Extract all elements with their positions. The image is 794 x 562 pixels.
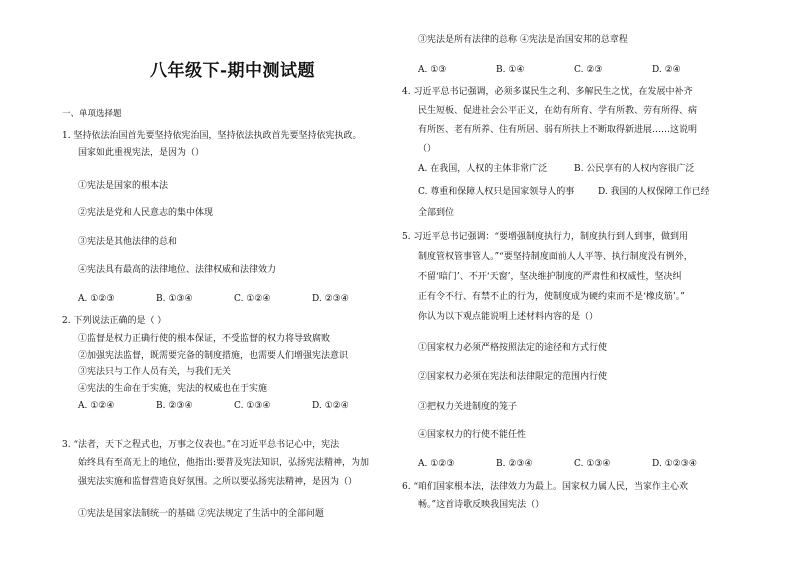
q3-option-d: D. ②④	[652, 65, 681, 75]
page-title: 八年级下-期中测试题	[150, 61, 316, 81]
q5-item-1: ①国家权力必须严格按照法定的途径和方式行使	[418, 343, 608, 353]
q4-option-c: C. 尊重和保障人权只是国家领导人的事	[418, 187, 575, 197]
q5-stem-line4: 正有令不行、有禁不止的行为，使制度成为硬约束而不是‘橡皮筋’。”	[418, 292, 685, 302]
q1-item-3: ③宪法是其他法律的总和	[78, 237, 178, 247]
q2-option-d: D. ①②④	[312, 401, 349, 411]
q4-option-a: A. 在我国，人权的主体非常广泛	[418, 164, 548, 174]
q5-item-2: ②国家权力必须在宪法和法律限定的范围内行使	[418, 372, 608, 382]
q2-option-a: A. ①②④	[78, 401, 115, 411]
q1-item-4: ④宪法具有最高的法律地位、法律权威和法律效力	[78, 265, 277, 275]
q5-item-4: ④国家权力的行使不能任性	[418, 430, 527, 440]
q3-option-b: B. ①④	[496, 65, 525, 75]
q6-stem-line2: 畅。”这首诗歌反映我国宪法（）	[418, 500, 545, 510]
q5-stem-line3: 不留‘暗门’、不开‘天窗’，坚决维护制度的严肃性和权威性，坚决纠	[418, 272, 682, 282]
q3-item-1: ①宪法是国家法制统一的基础 ②宪法规定了生活中的全部问题	[78, 509, 324, 519]
q2-item-3: ③宪法只与工作人员有关，与我们无关	[78, 367, 232, 377]
q3-stem-line3: 强宪法实施和监督营造良好氛围。之所以要弘扬宪法精神，是因为（）	[78, 477, 358, 487]
q4-option-d: D. 我国的人权保障工作已经	[598, 187, 710, 197]
q4-stem-line4: （）	[418, 144, 437, 154]
q2-option-b: B. ②③④	[156, 401, 193, 411]
section-heading: 一、单项选择题	[62, 109, 122, 119]
q3-item-2: ③宪法是所有法律的总称 ④宪法是治国安邦的总章程	[418, 35, 628, 45]
q2-stem: 2. 下列说法正确的是（ ）	[62, 316, 167, 326]
q1-stem-line1: 1. 坚持依法治国首先要坚持依宪治国，坚持依法执政首先要坚持依宪执政。	[62, 131, 362, 141]
q4-stem-line2: 民生短板、促进社会公平正义，在幼有所育、学有所教、劳有所得、病	[418, 106, 698, 116]
q5-option-c: C. ①③④	[574, 459, 611, 469]
q2-item-1: ①监督是权力正确行使的根本保证，不受监督的权力将导致腐败	[78, 334, 331, 344]
q1-stem-line2: 国家如此重视宪法，是因为（）	[78, 148, 205, 158]
q2-item-2: ②加强宪法监督，既需要完备的制度措施，也需要人们增强宪法意识	[78, 351, 349, 361]
q5-stem-line5: 你认为以下观点能说明上述材料内容的是（）	[418, 312, 599, 322]
q4-option-b: B. 公民享有的人权内容很广泛	[574, 164, 695, 174]
q5-option-a: A. ①②③	[418, 459, 455, 469]
q1-item-2: ②宪法是党和人民意志的集中体现	[78, 208, 214, 218]
q2-option-c: C. ①③④	[234, 401, 271, 411]
q3-option-a: A. ①③	[418, 65, 447, 75]
q1-option-d: D. ②③④	[312, 294, 349, 304]
q5-stem-line1: 5. 习近平总书记强调：“要增强制度执行力，制度执行到人到事，做到用	[402, 232, 689, 242]
q6-stem-line1: 6. “咱们国家根本法，法律效力为最上。国家权力属人民，当家作主心欢	[402, 482, 689, 492]
q3-stem-line1: 3. “法者，天下之程式也，万事之仪表也。”在习近平总书记心中，宪法	[62, 440, 340, 450]
q4-option-d-cont: 全部到位	[418, 208, 455, 218]
q4-stem-line3: 有所医、老有所养、住有所居、弱有所扶上不断取得新进展……这说明	[418, 125, 698, 135]
q3-stem-line2: 始终具有至高无上的地位，他指出:要普及宪法知识，弘扬宪法精神，为加	[78, 458, 370, 468]
q3-option-c: C. ②③	[574, 65, 603, 75]
q5-stem-line2: 制度管权管事管人。”“要坚持制度面前人人平等、执行制度没有例外，	[418, 252, 693, 262]
q1-option-b: B. ①③④	[156, 294, 193, 304]
q4-stem-line1: 4. 习近平总书记强调，必须多谋民生之利、多解民生之忧，在发展中补齐	[402, 87, 693, 97]
q1-option-a: A. ①②③	[78, 294, 115, 304]
q2-item-4: ④宪法的生命在于实施，宪法的权威也在于实施	[78, 384, 268, 394]
q5-item-3: ③把权力关进制度的笼子	[418, 402, 518, 412]
q5-option-b: B. ②③④	[496, 459, 533, 469]
q5-option-d: D. ①②③④	[652, 459, 697, 469]
q1-option-c: C. ①②④	[234, 294, 271, 304]
q1-item-1: ①宪法是国家的根本法	[78, 181, 169, 191]
